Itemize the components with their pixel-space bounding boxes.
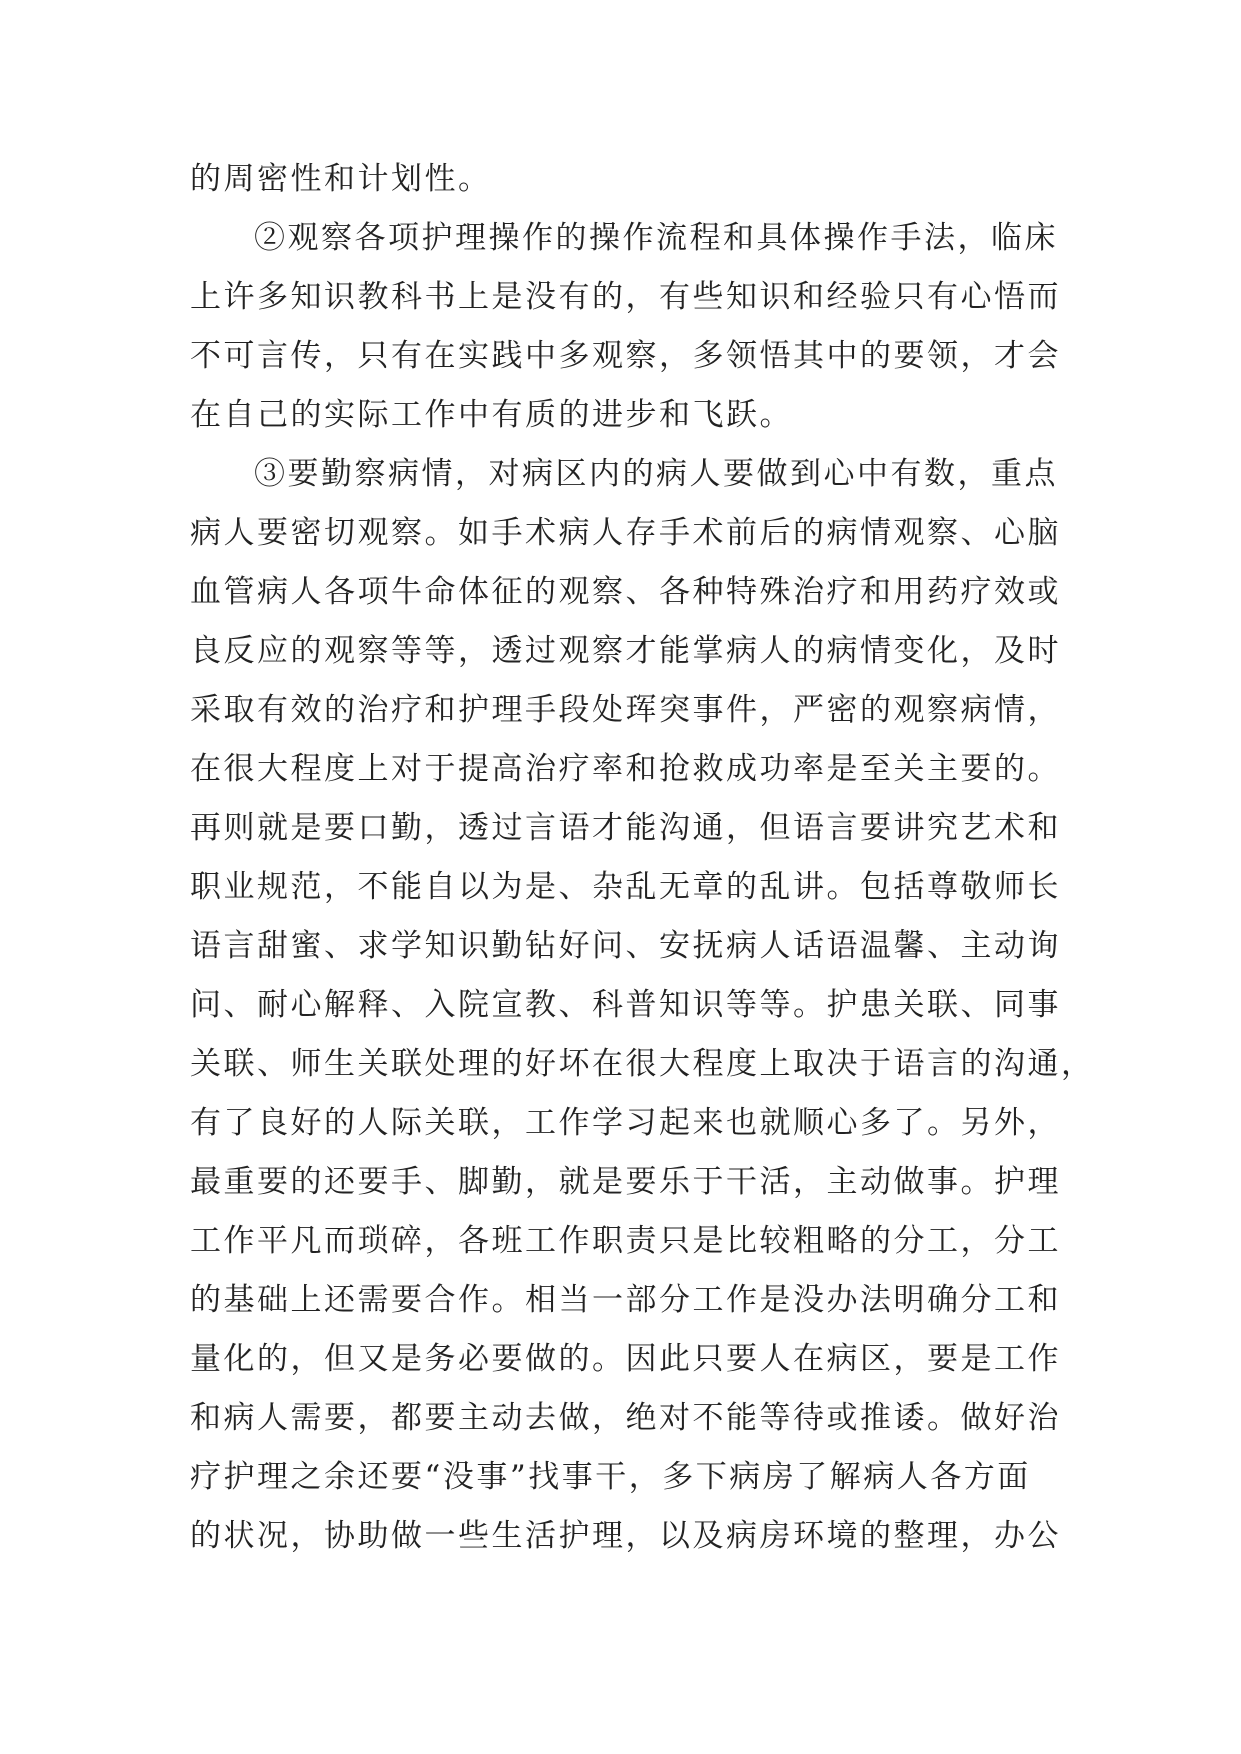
text-line: 病人要密切观察。如手术病人存手术前后的病情观察、心脑 <box>190 515 1061 551</box>
text-line: 在自己的实际工作中有质的进步和飞跃。 <box>190 397 793 433</box>
text-line: 职业规范，不能自以为是、杂乱无章的乱讲。包括尊敬师长 <box>190 869 1061 905</box>
text-line: 语言甜蜜、求学知识勤钻好问、安抚病人话语温馨、主动询 <box>190 928 1061 964</box>
text-line: 量化的，但又是务必要做的。因此只要人在病区，要是工作 <box>190 1341 1061 1377</box>
text-line: 血管病人各项牛命体征的观察、各种特殊治疗和用药疗效或 <box>190 574 1061 610</box>
text-line: 采取有效的治疗和护理手段处珲突事件，严密的观察病情， <box>190 692 1061 728</box>
text-line: ③要勤察病情，对病区内的病人要做到心中有数，重点 <box>254 456 1058 492</box>
text-line: 在很大程度上对于提高治疗率和抢救成功率是至关主要的。 <box>190 751 1061 787</box>
text-line: 最重要的还要手、脚勤，就是要乐于干活，主动做事。护理 <box>190 1164 1061 1200</box>
text-line: ②观察各项护理操作的操作流程和具体操作手法，临床 <box>254 220 1058 256</box>
text-line: 和病人需要，都要主动去做，绝对不能等待或推诿。做好治 <box>190 1400 1061 1436</box>
text-line: 关联、师生关联处理的好坏在很大程度上取决于语言的沟通， <box>190 1046 1095 1082</box>
text-line: 的周密性和计划性。 <box>190 161 492 197</box>
text-line: 工作平凡而琐碎，各班工作职责只是比较粗略的分工，分工 <box>190 1223 1061 1259</box>
text-line: 的状况，协助做一些生活护理，以及病房环境的整理，办公 <box>190 1518 1061 1554</box>
text-line: 疗护理之余还要“没事”找事干，多下病房了解病人各方面 <box>190 1459 1031 1495</box>
text-line: 良反应的观察等等，透过观察才能掌病人的病情变化，及时 <box>190 633 1061 669</box>
text-line: 上许多知识教科书上是没有的，有些知识和经验只有心悟而 <box>190 279 1061 315</box>
text-line: 问、耐心解释、入院宣教、科普知识等等。护患关联、同事 <box>190 987 1061 1023</box>
text-line: 有了良好的人际关联，工作学习起来也就顺心多了。另外， <box>190 1105 1061 1141</box>
body-text <box>190 150 1095 1566</box>
text-line: 不可言传，只有在实践中多观察，多领悟其中的要领，才会 <box>190 338 1061 374</box>
text-line: 的基础上还需要合作。相当一部分工作是没办法明确分工和 <box>190 1282 1061 1318</box>
text-line: 再则就是要口勤，透过言语才能沟通，但语言要讲究艺术和 <box>190 810 1061 846</box>
